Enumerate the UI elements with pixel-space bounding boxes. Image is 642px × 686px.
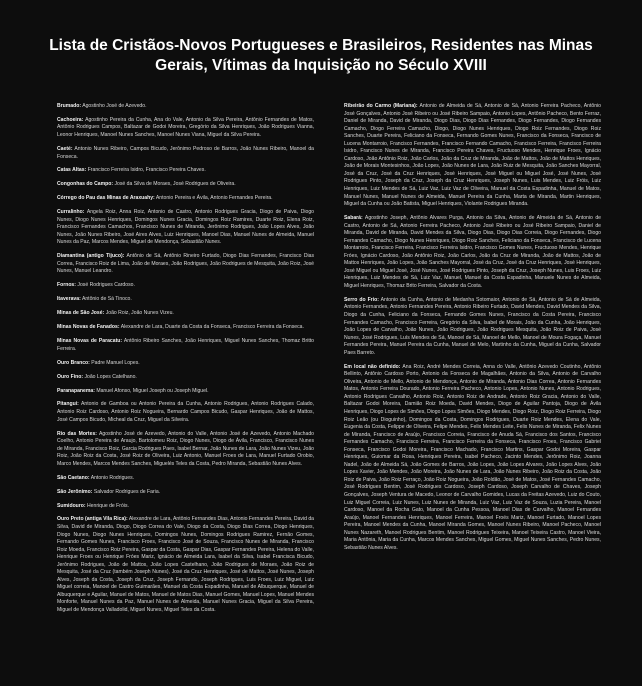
victim-names: Agostinho Joseph, Antônio Alvares Purga, Antonio da Silva, Antonio de Almeida de Sá, Antonio de Castro, Antonio de Sá, Antonio Ferreira Pacheco, Antonio José Ribeiro ou José Ribeiro Sampaio, Daniel de Miranda, David de Miranda, David Mendes da Silva, Diogo Dias, Diogo Dias Correia, Diogo Fernandes, Diogo Fernandes Camacho, Diogo Nunes Henriques, Diogo Roiz Sanches, Feliciano da Fonseca, Francisco de Lucena Montarroio, Francisco Ferreira, Francisco Ferreira Isidro, Francisco Gomes Nunes, Fructuoso Mendes, Henrique Fróes, Ignácio Cardoso, João Antônio Roiz, João Carlos, João da Cruz de Miranda, João de Mattos, João de Mattos Henriques, João Lopes, João Sanches Mayorral, José da Cruz, José da Cruz Henriques, José Henriques, José Miguel ou Miguel José, José Nunes, José Rodrigues Pinto, Joseph da Cruz, Joseph Nunes, Luis Froes, Luiz Henriques, Luiz Mendes de Sá, Luiz Vaz, Manuel, Manuel da Costa Espadinha, Manuele Nunes de Almeida, Miguel Henriques, Thomaz Brito Ferreira, Salvador da Costa. — [344, 215, 601, 289]
locality-entry — [57, 401, 314, 424]
victim-names: Henrique de Fróis. — [87, 502, 129, 509]
locality-entry — [57, 209, 314, 247]
victim-names: Agostinho Pereira da Cunha, Ana do Vale, Antonio da Silva Pereira, Antônio Fernandes de Matos, Antônio Rodrigues Campos, Baltazar de Godoi Moreira, Gregório da Silva Henriques, João Rodrigues Vianna, Leonor Henriques, Manoel Nunes Sanches, Manoel Nunes Viana, Miguel da Silva Pereira. — [57, 116, 314, 139]
victim-names: Antônio de Sá, Antônio Rineiro Furtado, Diogo Dias Fernandes, Francisco Dias Correa, Francisco Roiz de Lima, João de Moraes, João Rodrigues, João Rodrigues de Mesquita, João Roiz, José Nunes, Manuel Leandro. — [57, 253, 314, 275]
locality-entry — [57, 374, 314, 382]
locality-name: Sabará: — [344, 215, 363, 222]
locality-name: Pitangui: — [57, 401, 79, 408]
locality-entry — [57, 296, 314, 304]
left-column — [57, 103, 314, 678]
locality-entry — [57, 253, 314, 276]
victim-names: Agostinho José de Azevedo. — [82, 103, 147, 109]
locality-name: Minas de São José: — [57, 310, 105, 317]
locality-name: Rio das Mortes: — [57, 430, 97, 437]
locality-name: Ribeirão do Carmo (Mariana): — [344, 103, 418, 109]
victim-names: Angela Roiz, Anna Roiz, Antonio de Castro, Antonio Rodrigues Gracia, Diogo de Paiva, Diogo Nunes, Diogo Nunes Henriques, Domingos Nunes Gracia, Domingos Roiz Ramires, Duarte Roiz, Elena Roiz, Francisco Fernandes Camachos, Francisco Nunes de Miranda, Jerônimo Rodrigues, João Lopes Alves, João Nunes, João Nunes Ribeiro, José Aires Alves, Luiz Henriques, Manoel Dias, Manuel Nunes de Almeida, Manuel Nunes da Paz, Marcos Mendes, Miguel de Mendonça, Sebastião Nunes. — [57, 209, 314, 246]
locality-name: Ouro Fino: — [57, 373, 84, 380]
locality-name: Brumado: — [57, 103, 82, 109]
victim-names: José Rodrigues Cardoso. — [77, 282, 135, 289]
locality-entry — [57, 338, 314, 353]
victim-names: Antônio Ribeiro Sanches, João Henriques, Miguel Nunes Sanches, Thomaz Britto Ferreira. — [57, 338, 314, 352]
locality-entry — [344, 215, 601, 290]
victim-names: Alexandre de Lara, Antônio Fernandes Dias, Antonio Fernandes Pereira, David da Silva, David de Miranda, Diogo, Diogo Correa do Vale, Diogo da Costa, Diogo Dias Correa, Diogo Henriques, Diogo Nunes, Diogo Nunes Henriques, Domingos Nunes, Domingos Rodrigues Ramirez, Fernão Gomes, Fernando Gomes Nunes, Francisco Froes, Francisco José de Souza, Francisco Nunes de Miranda, Francisco Roiz Moeda, Francisco Roiz Pereira, Gaspar da Costa, Gaspar Dias, Gaspar Fernandes Pereira, Helena do Valle, Henrique Froes ou Henrique Fróes Mariz, Ignácio de Almeida Lara, Isabel da Silva, Isabel Francisca Bicudo, Jerônimo Rodrigues, João de Mattos, João Lopes Castelhano, João Rodrigues de Moraes, João Roiz de Mesquita, José da Cruz (também Joseph Nunes), José da Cruz Henriques, José de Mattos, José Nunes, Joseph Alves, Joseph da Costa, Joseph da Cruz, Joseph Fernando, Joseph Rodrigues, Luis Froes, Luiz Miguel, Luiz Miguel correia, Manoel de Castro Guimarães, Manuel da Costa Espadinha, Manuel de Albuquerque, Manuel de Albuquerque e Aguilar, Manuel de Matos, Manuel de Matos Dias, Manuel Gomes, Manuel Lopes, Manuel Mendes Monforte, Manuel Nunes da Paz, Manuel Nunes de Almeida, Manuel Nunes Gracia, Miguel da Silva Pereira, Miguel de Mendonça Valladolid, Miguel Nunes, Miguel Teles da Costa. — [57, 516, 314, 613]
victim-names: João Lopes Catelhano. — [84, 373, 137, 380]
locality-name: Diamantina (antigo Tijuco): — [57, 253, 125, 260]
victim-names: Agostinho José de Azevedo, Antonio do Valle, Antonio José de Azevedo, Antonio Machado Coelho, Antonio Pereira de Araujo, Bartolomeu Roiz, Diogo Nunes, Diogo de Ávila, Francisco, Francisco Nunes de Miranda, Francisco Roiz, Garcia Rodrigues Paes, Isabel Bernar, João Nunes de Lara, João Nunes Vizeu, João Roiz, João Roiz da Costa, José Roiz de Oliveira, Luiz Antonio, Manuel Froes de Lara, Manuel Furtado Orobio, Marco Mendes, Marcos Mendes Sanches, Miguelés Teles da Costa, Pedro Miranda, Sebastião Nunes Alves. — [57, 430, 314, 467]
locality-name: Minas Novas de Fanados: — [57, 324, 120, 331]
locality-entry — [57, 146, 314, 161]
victim-names: Francisco Ferreira Isidro, Francisco Pereira Chaves. — [87, 167, 206, 174]
locality-entry — [344, 103, 601, 209]
locality-entry — [57, 503, 314, 511]
locality-name: Congonhas do Campo: — [57, 181, 114, 188]
locality-entry — [57, 475, 314, 483]
locality-entry — [57, 324, 314, 332]
locality-name: Fornos: — [57, 282, 76, 289]
locality-name: Cachoeira: — [57, 116, 84, 123]
locality-name: Sumidouro: — [57, 502, 86, 509]
locality-entry — [57, 431, 314, 469]
document-title: Lista de Cristãos-Novos Portugueses e Brasileiros, Residentes nas Minas Gerais, Vítimas da Inquisição no Século XVIII — [49, 37, 593, 74]
victim-names: Antonio de Almeida de Sá, Antonio de Sá, Antonio Ferreira Pacheco, Antônio José Gonçalves, Antonio José Ribeiro ou José Ribeiro Sampaio, Antonio Lopes, Antônio Pacheco, Bento Ferraz, Daniel de Miranda, David de Miranda, Diogo Dias, Diogo Dias Fernandes, Diogo Fernandes, Diogo Fernandes Camacho, Diogo Ferreira Camacho, Diogo, Diogo Nunes Henriques, Diogo Roiz Fernandes, Diogo Roiz Sanches, Duarte Pereira, Feliciano da Fonseca, Fernando Gomes Nunes, Francisco da Fonseca, Francisco de Lucena Montarroio, Francisco Fernandes, Francisco Fernando Camacho, Francisco Ferreira, Francisco Ferreira Isidro, Francisco Nunes de Miranda, Francisco Pereira Chaves, Fructuoso Mendes, Henrique Froes, Ignácio Cardoso, João Antônio Roiz, João Carlos, João da Cruz de Miranda, João de Mattos, João de Mattos Henriques, João de Morais Montesinhos, João Lopes, João Nunes de Lara, João Ruiz de Mesquita, João Sanches Mayorral, José da Cruz, José da Cruz Henriques, José Henriques, José Miguel ou Miguel José, José Nunes, José Rodrigues Pinto, Joseph da Cruz, Joseph da Cruz Henriques, Joseph Nunes, Luis Mendes, Luiz Fróis, Luiz Henriques, Luiz Mendes de Sá, Luiz Vaz, Luiz Vaz de Oliveira, Manuel da Costa Espadinha, Manuel de Matos, Manuel Nunes, Manuel Nunes de Almeida, Manuel Pereira da Cunha, Marta de Miranda, Martin Henriques, Miguel da Cunha ou João Batista, Miguel Henriques, Violante Rodrigues Miranda. — [344, 103, 601, 208]
locality-name: Caeté: — [57, 145, 73, 152]
victim-names: Padre Manuel Lopes. — [91, 359, 140, 366]
victim-names: Antonio Pereira e Ávila, Antonio Fernandes Pereira. — [155, 195, 273, 202]
locality-entry — [57, 388, 314, 396]
victim-names: Antonio de Gamboa ou Antonio Pereira da Cunha, Antonio Rodrigues, Antonio Rodrigues Calado, Antonio Roiz Cardoso, Antonio Roiz Nogueira, Bernardo Campos Bicudo, Gaspar Henriques, João de Mattos, José Campos Bicudo, Micheal da Cruz, Miguel da Silveira. — [57, 401, 314, 423]
right-column — [344, 103, 601, 678]
victim-names: Antônio de Sá Tinoco. — [81, 296, 132, 303]
locality-entry — [57, 310, 314, 318]
locality-name: Em local não definido: — [344, 363, 401, 370]
locality-entry — [57, 282, 314, 290]
locality-entry — [57, 167, 314, 175]
bottom-fade — [57, 618, 314, 678]
victim-names: Ana Roiz, André Mendes Correia, Anna do Valle, Antônio Azevedo Coutinho, Antônio Bellinto, Antônio Cardoso Porto, Antonio da Fonseca de Magalhães, Antonio da Silva, Antonio de Carvalho Oliveira, Antonio de Mello, Antonio de Mendonça, Antonio de Miranda, Antonio Dias Correa, Antonio Fernandes Matos, Antonio Ferreira Dourado, Antonio Ferreira Pacheco, Antonio Lopes, Antonio Nunes, Antonio Rodrigues, Antonio Rodrigues Carvalho, Antonio Roiz, Antonio Roiz de Andrade, Antonio Roiz Gracia, Antonio do Valle, Baltazar Godoi Moreira, Damião Roiz Moeda, David Mendes, Diogo de Aguilar Pantoja, Diogo de Ávila Henriques, Diogo Lopes de Simões, Diogo Lopes Simões, Diogo Mendes, Diogo Roiz, Diogo Roiz Ferreira, Diogo Roiz Leão (ou Dioguinho), Domingos da Costa, Domingos Rodrigues, Duarte Roiz Mendes, Elena do Vale, Eugenia da Costa, Felippe de Oliveira, Felipe Mendes, Felix Mendes Leite, Felix Nunes de Miranda, Felix Nunes de Miranda, Francisco de Araújo, Francisco Correia, Francisco de Anuda Sá, Francisco dos Santos, Francisco Fernandes Camacho, Francisco Ferreira, Francisco Ferreira da Fonseca, Francisco Froes, Francisco Gabriel Fonseca, Francisco Godoi Moreira, Francisco Machado, Francisco Martins, Gaspar Godoi Moreira, Gaspar Henriques, Guiomar da Rosa, Henriques Pereira, Isabel Pacheco, Jacinto Mendes, Jerônimo Roiz, Joanna Nadel, João de Almeida Sá, João Gomes de Barros, João Lopes, João Lopes Alvares, João Lopes Alves, João Lopes Xavier, João Mendes, João Moreira, João Nunes de Lara, João Nunes Ribeiro, João Roiz da Costa, João Roiz de Paiva, João Roiz Ferraço, João Roiz Nogueira, João Roldão, José de Matos, José Fernandes Camacho, José Rodrigues Bentim, José Rodrigues Cardoso, Joseph Cardoso, Joseph Carvalho de Chaves, Joseph Gonçalves, Joseph Ventura de Macedo, Leonor de Carvalho Gomides, Lucas da Freitas Azevedo, Luiz do Couto, Luiz Miguel Correia, Luiz Nunes, Luiz Nunes de Miranda, Luiz Vaz, Luiz Vaz de Souza, Luzia Pereira, Manoel Cardoso, Manoel da Rocha Gato, Manoel da Cunha Pessoa, Manoel Dias de Carvalho, Manoel Fernandes Araújo, Manoel Fernandes Henriques, Manoel Ferreira, Manoel Froés Mariz, Manoel Furtado, Manoel Lopes Pereira, Manoel Mendes da Cunha, Manoel Miranda Gomes, Manoel Nunes Ribeiro, Manoel Pacheco, Manoel Nunes Nazareth, Manoel Rodrigues Bentim, Manoel Rodrigues Teixeira, Manoel Teixeira Castro, Manoel Vieira, Maria Antônia, Maria da Cunha, Marcos Mendes Sanches, Miguel Gomes, Miguel Nunes Sanches, Pedro Nunes, Sebastião Nunes Alves. — [344, 363, 601, 551]
bottom-fade — [344, 618, 601, 678]
locality-entry — [57, 360, 314, 368]
locality-entry — [344, 364, 601, 553]
victim-names: Antonio Nunes Ribeiro, Campos Bicudo, Jerônimo Pedroso de Barros, João Nunes Ribeiro, Manoel da Fonseca. — [57, 145, 314, 160]
locality-name: São Caetano: — [57, 474, 90, 481]
victim-names: Salvador Rodrigues de Faria. — [93, 488, 161, 495]
locality-name: Curralinho: — [57, 209, 85, 216]
locality-name: Catas Altas: — [57, 167, 87, 174]
locality-entry — [57, 195, 314, 203]
victim-names: Antonio Rodrigues. — [90, 474, 135, 481]
locality-entry — [57, 117, 314, 140]
locality-entry — [57, 489, 314, 497]
locality-name: Minas Novas de Paracatu: — [57, 338, 123, 345]
locality-name: Ouro Preto (antiga Vila Rica): — [57, 516, 128, 523]
victim-names: Alexandre de Lara, Duarte da Costa da Fonseca, Francisco Ferreira da Fonseca. — [120, 324, 304, 331]
locality-name: Serro do Frio: — [344, 296, 379, 303]
locality-entry — [57, 103, 314, 111]
locality-name: Itaverava: — [57, 296, 81, 303]
victim-names: Manuel Afonso, Miguel Joseph ou Joseph Miguel. — [96, 387, 209, 394]
locality-name: Paranapanema: — [57, 387, 95, 394]
victim-names: José da Silva de Moraes, José Rodrigues de Oliveira. — [114, 181, 236, 188]
victim-names: Antonio da Cunha, Antonio de Medanha Sotomaior, Antonio de Sá, Antonio de Sá de Almeida, Antonio Fernandes, Antonio Fernandes Pereira, Antonio Ribeiro Furtado, David Mendes, David Mendes da Silva, Diogo da Cunha, Feliciano da Fonseca, Fernando Gomes Nunes, Francisco da Costa Pereira, Francisco Fernandes Camacho, Francisco Ferreira, Gregório da Silva, Isabel de Morais, João da Cunha, João Henriques, João Lopes de Carvalho, João Nunes, João Rodrigues, João Rodrigues Mesquita, João Roiz de Paiva, José Nunes, José Rodrigues, Luís Mendes de Sá, Manoel de Sá, Manoel de Mello, Manoel de Moura Fogaça, Manuel Fernandes Pereira, Manuel Pereira da Cunha, Manuel de Melo, Martinho da Cunha, Miguel da Cunha, Salvador Paes Barreto. — [344, 296, 601, 356]
victim-names: João Roiz, João Nunes Vizeu. — [105, 310, 174, 317]
locality-entry — [344, 297, 601, 357]
locality-entry — [57, 516, 314, 614]
locality-entry — [57, 181, 314, 189]
locality-name: Córrego do Pau das Minas de Araxuahy: — [57, 195, 155, 202]
locality-name: São Jerônimo: — [57, 488, 93, 495]
locality-name: Ouro Branco: — [57, 359, 90, 366]
